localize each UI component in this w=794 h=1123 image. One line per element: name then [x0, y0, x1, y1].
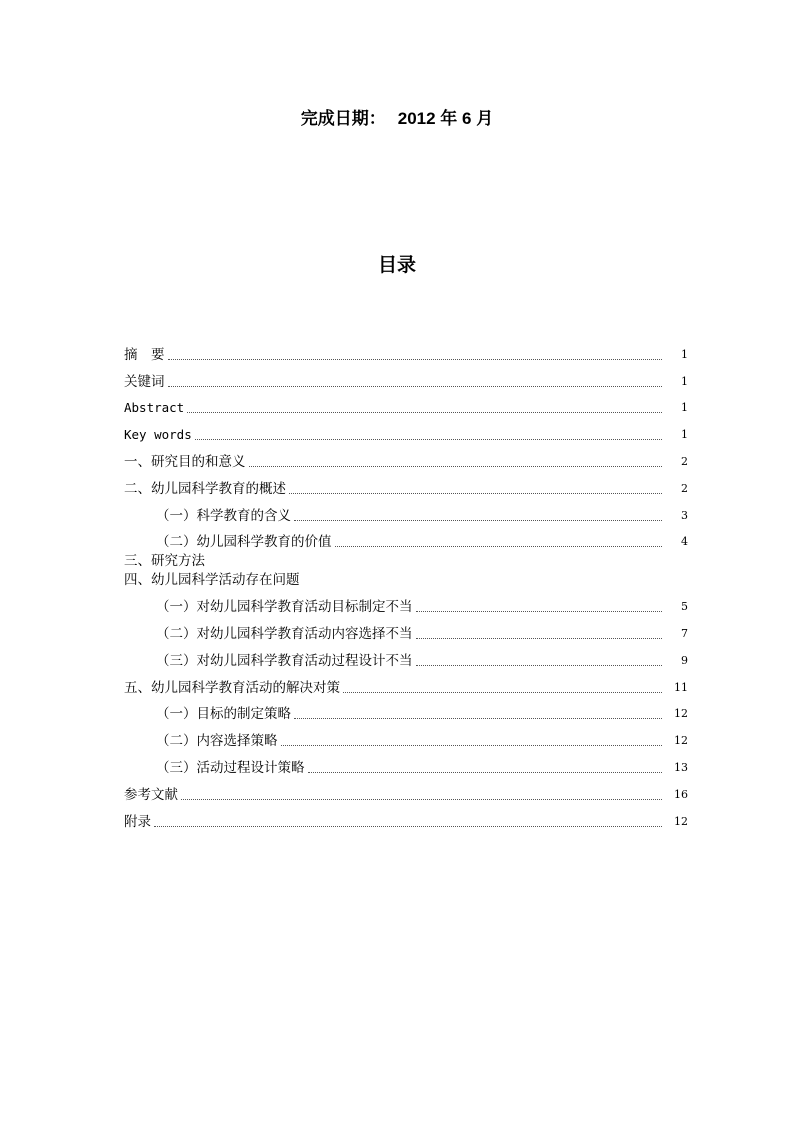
toc-entry-label: （二）幼儿园科学教育的价值	[156, 534, 332, 551]
toc-entry-page: 2	[681, 481, 688, 495]
toc-entry-page: 1	[681, 428, 688, 442]
toc-entry-label: 一、研究目的和意义	[124, 453, 246, 470]
toc-entry-section-3[interactable]	[124, 553, 688, 572]
toc-entry-section-2-1[interactable]	[124, 500, 688, 527]
toc-entry-section-4-3[interactable]	[124, 645, 688, 672]
toc-entry-section-4-1[interactable]	[124, 591, 688, 618]
toc-entry-section-1[interactable]	[124, 446, 688, 473]
dot-leader	[416, 638, 663, 639]
toc-entry-references[interactable]	[124, 779, 688, 806]
dot-leader	[335, 546, 663, 547]
toc-entry-abstract-en[interactable]	[124, 393, 688, 420]
toc-entry-label: （三）活动过程设计策略	[156, 759, 305, 776]
dot-leader	[308, 772, 663, 773]
dot-leader	[168, 359, 663, 360]
toc-entry-page: 1	[681, 401, 688, 415]
toc-entry-page: 13	[674, 760, 688, 774]
toc-entry-page: 2	[681, 454, 688, 468]
toc-entry-label: （二）对幼儿园科学教育活动内容选择不当	[156, 625, 413, 642]
toc-entry-section-2-2[interactable]	[124, 527, 688, 554]
toc-entry-label: 附录	[124, 813, 151, 830]
toc-entry-section-2[interactable]	[124, 473, 688, 500]
toc-entry-label: 摘 要	[124, 346, 165, 363]
toc-entry-label: 二、幼儿园科学教育的概述	[124, 480, 286, 497]
toc-entry-section-5-1[interactable]	[124, 699, 688, 726]
toc-entry-section-4[interactable]	[124, 572, 688, 591]
toc-entry-keywords-en[interactable]	[124, 419, 688, 446]
toc-entry-section-5[interactable]	[124, 672, 688, 699]
toc-entry-label: Key words	[124, 427, 192, 443]
toc-entry-label: 三、研究方法	[124, 553, 205, 570]
dot-leader	[249, 466, 663, 467]
dot-leader	[154, 826, 662, 827]
toc-entry-label: （三）对幼儿园科学教育活动过程设计不当	[156, 652, 413, 669]
dot-leader	[289, 493, 662, 494]
toc-entry-page: 9	[681, 653, 688, 667]
toc-entry-page: 16	[674, 787, 688, 801]
toc-entry-label: （二）内容选择策略	[156, 733, 278, 750]
toc-entry-page: 4	[681, 535, 688, 549]
toc-heading: 目录	[377, 254, 416, 276]
dot-leader	[343, 692, 662, 693]
toc-entry-page: 1	[681, 347, 688, 361]
toc-entry-keywords-cn[interactable]	[124, 366, 688, 393]
toc-entry-page: 12	[674, 814, 688, 828]
toc-entry-label: （一）对幼儿园科学教育活动目标制定不当	[156, 599, 413, 616]
toc-entry-abstract-cn[interactable]	[124, 339, 688, 366]
toc-entry-label: 四、幼儿园科学活动存在问题	[124, 572, 300, 589]
toc-entry-label: 关键词	[124, 373, 165, 390]
toc-entry-label: （一）目标的制定策略	[156, 706, 291, 723]
toc-entry-page: 3	[681, 508, 688, 522]
toc-entry-appendix[interactable]	[124, 806, 688, 833]
toc-entry-label: 参考文献	[124, 786, 178, 803]
toc-entry-page: 7	[681, 626, 688, 640]
toc-entry-section-5-2[interactable]	[124, 725, 688, 752]
completion-date-label: 完成日期：	[300, 109, 386, 128]
dot-leader	[187, 412, 662, 413]
dot-leader	[168, 386, 663, 387]
toc-entry-page: 11	[674, 680, 688, 694]
completion-date-value: 2012 年 6 月	[397, 109, 494, 128]
dot-leader	[294, 520, 662, 521]
toc-entry-page: 12	[674, 707, 688, 721]
dot-leader	[416, 665, 663, 666]
completion-date	[0, 104, 794, 129]
toc-entry-label: （一）科学教育的含义	[156, 507, 291, 524]
dot-leader	[281, 745, 663, 746]
toc-entry-section-5-3[interactable]	[124, 752, 688, 779]
toc-entry-page: 5	[681, 600, 688, 614]
toc-entry-section-4-2[interactable]	[124, 618, 688, 645]
table-of-contents	[124, 339, 688, 833]
toc-entry-label: Abstract	[124, 400, 185, 416]
toc-entry-page: 12	[674, 734, 688, 748]
dot-leader	[416, 611, 663, 612]
dot-leader	[181, 799, 662, 800]
toc-entry-label: 五、幼儿园科学教育活动的解决对策	[124, 679, 340, 696]
toc-entry-page: 1	[681, 374, 688, 388]
dot-leader	[195, 439, 662, 440]
dot-leader	[294, 718, 662, 719]
